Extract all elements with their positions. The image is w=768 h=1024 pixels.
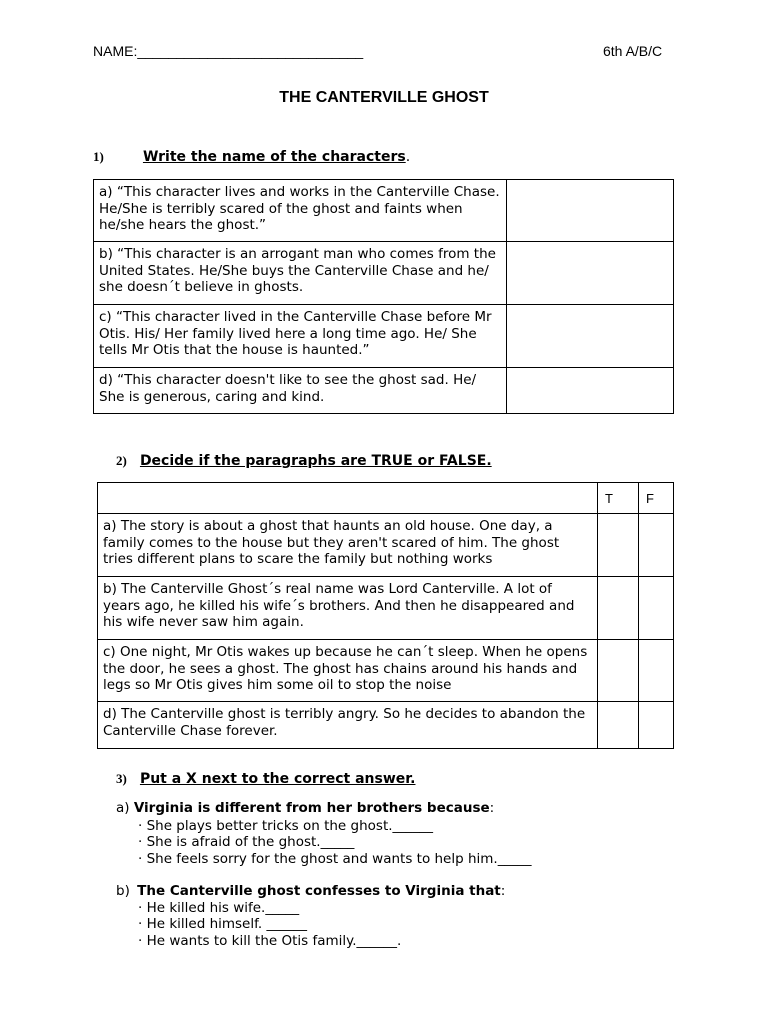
sub-question-text: The Canterville ghost confesses to Virginia that bbox=[137, 883, 501, 899]
option-list bbox=[138, 900, 401, 949]
question-prompt: Write the name of the characters bbox=[142, 149, 406, 165]
false-checkbox-cell[interactable] bbox=[639, 514, 674, 577]
true-checkbox-cell[interactable] bbox=[598, 577, 639, 640]
question-3b bbox=[116, 883, 505, 899]
table-row bbox=[98, 702, 674, 749]
character-description: c) “This character lived in the Canterville Chase before Mr Otis. His/ Her family lived here a long time ago. He/ She tells Mr Otis that the house is haunted.” bbox=[94, 305, 507, 368]
statement: c) One night, Mr Otis wakes up because he can´t sleep. When he opens the door, he sees a ghost. The ghost has chains around his hands and legs so Mr Otis gives him some oil to stop the noise bbox=[98, 640, 598, 702]
sub-question-colon: : bbox=[489, 800, 495, 816]
table-row bbox=[94, 368, 674, 414]
table-row bbox=[94, 180, 674, 242]
question-1-heading bbox=[93, 146, 410, 165]
character-answer-cell[interactable] bbox=[507, 180, 674, 242]
table-row bbox=[94, 242, 674, 305]
question-number: 3) bbox=[116, 771, 127, 786]
name-field-label: NAME:_____________________________ bbox=[93, 43, 364, 59]
question-3a bbox=[116, 800, 494, 816]
sub-question-colon: : bbox=[500, 883, 506, 899]
table-row bbox=[94, 305, 674, 368]
question-prompt: Decide if the paragraphs are TRUE or FALSE. bbox=[139, 453, 492, 469]
answer-option[interactable]: · She feels sorry for the ghost and wants to help him._____ bbox=[138, 850, 532, 867]
sub-question-text: Virginia is different from her brothers because bbox=[133, 800, 490, 816]
statement: b) The Canterville Ghost´s real name was Lord Canterville. A lot of years ago, he killed his wife´s brothers. And then he disappeared and his wife never saw him again. bbox=[98, 577, 598, 640]
characters-table bbox=[93, 179, 674, 414]
false-checkbox-cell[interactable] bbox=[639, 640, 674, 702]
answer-option[interactable]: · She plays better tricks on the ghost.______ bbox=[138, 818, 434, 834]
false-checkbox-cell[interactable] bbox=[639, 702, 674, 749]
answer-option[interactable]: · He killed his wife._____ bbox=[138, 900, 300, 916]
sub-question-letter: a) bbox=[116, 800, 130, 816]
false-column-header: F bbox=[639, 483, 674, 514]
question-prompt-period: . bbox=[405, 149, 411, 165]
character-answer-cell[interactable] bbox=[507, 242, 674, 305]
answer-option[interactable]: · She is afraid of the ghost._____ bbox=[138, 834, 355, 851]
statement: d) The Canterville ghost is terribly angry. So he decides to abandon the Canterville Chase forever. bbox=[98, 702, 598, 749]
false-checkbox-cell[interactable] bbox=[639, 577, 674, 640]
table-row bbox=[98, 514, 674, 577]
true-column-header: T bbox=[598, 483, 639, 514]
character-description: d) “This character doesn't like to see the ghost sad. He/ She is generous, caring and kind. bbox=[94, 368, 507, 414]
question-prompt: Put a X next to the correct answer. bbox=[139, 771, 416, 787]
true-checkbox-cell[interactable] bbox=[598, 514, 639, 577]
table-header-row bbox=[98, 483, 674, 514]
true-checkbox-cell[interactable] bbox=[598, 640, 639, 702]
question-2-heading bbox=[116, 450, 492, 469]
character-answer-cell[interactable] bbox=[507, 305, 674, 368]
page-title: THE CANTERVILLE GHOST bbox=[279, 89, 489, 106]
sub-question-letter: b) bbox=[116, 883, 130, 899]
answer-option[interactable]: · He killed himself. ______ bbox=[138, 916, 307, 933]
class-label: 6th A/B/C bbox=[603, 43, 663, 59]
true-checkbox-cell[interactable] bbox=[598, 702, 639, 749]
character-answer-cell[interactable] bbox=[507, 368, 674, 414]
question-number: 1) bbox=[93, 149, 104, 164]
answer-option[interactable]: · He wants to kill the Otis family.______. bbox=[138, 932, 402, 949]
table-row bbox=[98, 577, 674, 640]
character-description: a) “This character lives and works in the Canterville Chase. He/She is terribly scared of the ghost and faints when he/she hears the ghost.” bbox=[94, 180, 507, 242]
question-number: 2) bbox=[116, 453, 127, 468]
question-3-heading bbox=[116, 768, 415, 787]
option-list bbox=[138, 818, 531, 867]
character-description: b) “This character is an arrogant man who comes from the United States. He/She buys the Canterville Chase and he/ she doesn´t believe in ghosts. bbox=[94, 242, 507, 305]
statement: a) The story is about a ghost that haunts an old house. One day, a family comes to the house but they aren't scared of him. The ghost tries different plans to scare the family but nothing works bbox=[98, 514, 598, 577]
true-false-table bbox=[97, 482, 674, 749]
table-row bbox=[98, 640, 674, 702]
